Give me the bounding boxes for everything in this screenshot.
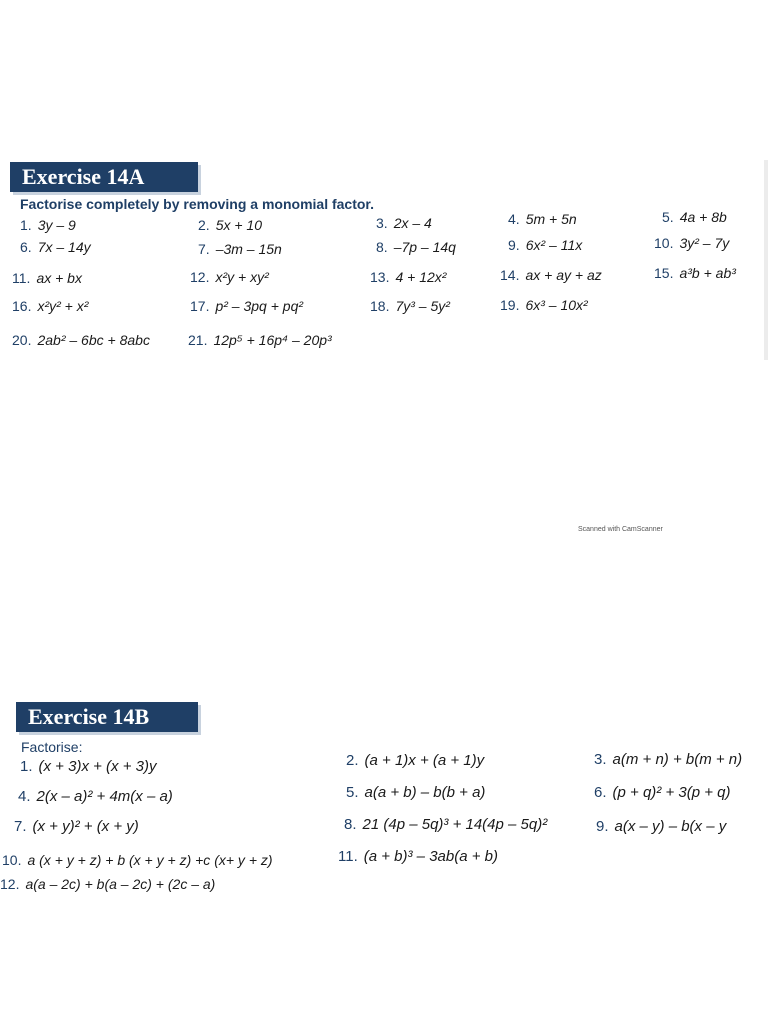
item-expression: 2(x – a)² + 4m(x – a) bbox=[36, 788, 173, 805]
item-expression: 7y³ – 5y² bbox=[395, 298, 450, 314]
item-expression: (a + 1)x + (a + 1)y bbox=[364, 752, 485, 769]
item-number: 6. bbox=[20, 239, 32, 255]
item-expression: 21 (4p – 5q)³ + 14(4p – 5q)² bbox=[362, 816, 548, 833]
exercise-item bbox=[198, 240, 282, 258]
item-expression: 4 + 12x² bbox=[395, 269, 447, 285]
item-expression: 3y – 9 bbox=[37, 217, 76, 233]
exercise-item bbox=[662, 208, 727, 226]
item-number: 9. bbox=[508, 237, 520, 253]
exercise-14b-heading: Exercise 14B bbox=[16, 702, 198, 732]
item-number: 21. bbox=[188, 332, 208, 348]
item-number: 11. bbox=[338, 848, 358, 865]
exercise-item bbox=[376, 214, 432, 232]
exercise-item bbox=[508, 210, 577, 228]
item-number: 9. bbox=[596, 818, 609, 835]
exercise-item bbox=[500, 296, 588, 314]
exercise-item bbox=[20, 216, 76, 234]
item-number: 6. bbox=[594, 784, 607, 801]
exercise-item bbox=[346, 784, 485, 802]
exercise-item bbox=[370, 268, 446, 286]
item-expression: a (x + y + z) + b (x + y + z) +c (x+ y + z) bbox=[27, 852, 273, 868]
exercise-item bbox=[596, 818, 726, 836]
item-number: 3. bbox=[594, 751, 607, 768]
item-number: 4. bbox=[18, 788, 31, 805]
exercise-item bbox=[508, 236, 582, 254]
exercise-item bbox=[18, 788, 173, 806]
item-number: 10. bbox=[2, 852, 22, 868]
item-expression: 6x³ – 10x² bbox=[525, 297, 588, 313]
exercise-item bbox=[376, 238, 456, 256]
item-number: 14. bbox=[500, 267, 520, 283]
item-number: 19. bbox=[500, 297, 520, 313]
exercise-14a-heading: Exercise 14A bbox=[10, 162, 198, 192]
exercise-item bbox=[594, 751, 742, 769]
item-number: 3. bbox=[376, 215, 388, 231]
item-number: 2. bbox=[346, 752, 359, 769]
item-number: 1. bbox=[20, 217, 32, 233]
item-number: 7. bbox=[14, 818, 27, 835]
item-number: 5. bbox=[346, 784, 359, 801]
item-expression: 2x – 4 bbox=[393, 215, 432, 231]
exercise-item bbox=[188, 331, 332, 349]
exercise-item bbox=[190, 268, 269, 286]
page-edge-shadow bbox=[764, 160, 768, 360]
exercise-item bbox=[198, 216, 262, 234]
exercise-item bbox=[12, 269, 82, 287]
item-expression: 4a + 8b bbox=[679, 209, 727, 225]
item-expression: 5x + 10 bbox=[215, 217, 263, 233]
item-expression: 5m + 5n bbox=[525, 211, 577, 227]
item-expression: (x + 3)x + (x + 3)y bbox=[38, 758, 157, 775]
item-number: 12. bbox=[0, 876, 20, 892]
item-number: 18. bbox=[370, 298, 390, 314]
exercise-item bbox=[344, 816, 547, 834]
exercise-14b-instruction: Factorise: bbox=[21, 739, 83, 755]
exercise-item bbox=[654, 234, 729, 252]
item-number: 8. bbox=[344, 816, 357, 833]
item-expression: 3y² – 7y bbox=[679, 235, 730, 251]
exercise-item bbox=[12, 297, 88, 315]
item-expression: a³b + ab³ bbox=[679, 265, 736, 281]
item-expression: (x + y)² + (x + y) bbox=[32, 818, 139, 835]
exercise-item bbox=[2, 851, 273, 869]
item-expression: a(a + b) – b(b + a) bbox=[364, 784, 486, 801]
item-expression: (p + q)² + 3(p + q) bbox=[612, 784, 731, 801]
exercise-item bbox=[594, 784, 731, 802]
item-number: 1. bbox=[20, 758, 33, 775]
item-expression: (a + b)³ – 3ab(a + b) bbox=[363, 848, 498, 865]
exercise-item bbox=[190, 297, 303, 315]
item-number: 11. bbox=[12, 270, 31, 286]
item-expression: –7p – 14q bbox=[393, 239, 456, 255]
item-expression: 7x – 14y bbox=[37, 239, 91, 255]
item-number: 2. bbox=[198, 217, 210, 233]
item-number: 17. bbox=[190, 298, 210, 314]
item-expression: 2ab² – 6bc + 8abc bbox=[37, 332, 150, 348]
item-expression: x²y + xy² bbox=[215, 269, 269, 285]
item-expression: 6x² – 11x bbox=[525, 237, 583, 253]
item-expression: 12p⁵ + 16p⁴ – 20p³ bbox=[213, 332, 332, 348]
exercise-item bbox=[500, 266, 602, 284]
exercise-item bbox=[14, 818, 139, 836]
exercise-item bbox=[346, 752, 484, 770]
item-expression: a(a – 2c) + b(a – 2c) + (2c – a) bbox=[25, 876, 216, 892]
item-expression: x²y² + x² bbox=[37, 298, 89, 314]
item-expression: p² – 3pq + pq² bbox=[215, 298, 304, 314]
exercise-14a-instruction: Factorise completely by removing a monomial factor. bbox=[20, 196, 374, 212]
item-number: 13. bbox=[370, 269, 390, 285]
item-number: 16. bbox=[12, 298, 32, 314]
item-expression: ax + bx bbox=[36, 270, 82, 286]
scanner-watermark: Scanned with CamScanner bbox=[578, 526, 663, 533]
item-number: 7. bbox=[198, 241, 210, 257]
item-expression: a(m + n) + b(m + n) bbox=[612, 751, 743, 768]
item-number: 15. bbox=[654, 265, 674, 281]
exercise-item bbox=[370, 297, 450, 315]
exercise-item bbox=[20, 758, 156, 776]
item-number: 4. bbox=[508, 211, 520, 227]
exercise-item bbox=[12, 331, 150, 349]
item-number: 20. bbox=[12, 332, 32, 348]
item-number: 12. bbox=[190, 269, 210, 285]
item-expression: a(x – y) – b(x – y bbox=[614, 818, 727, 835]
exercise-item bbox=[20, 238, 91, 256]
exercise-item bbox=[654, 264, 736, 282]
item-expression: –3m – 15n bbox=[215, 241, 282, 257]
item-number: 8. bbox=[376, 239, 388, 255]
item-number: 10. bbox=[654, 235, 674, 251]
item-expression: ax + ay + az bbox=[525, 267, 602, 283]
exercise-item bbox=[0, 875, 215, 893]
exercise-item bbox=[338, 848, 498, 866]
item-number: 5. bbox=[662, 209, 674, 225]
